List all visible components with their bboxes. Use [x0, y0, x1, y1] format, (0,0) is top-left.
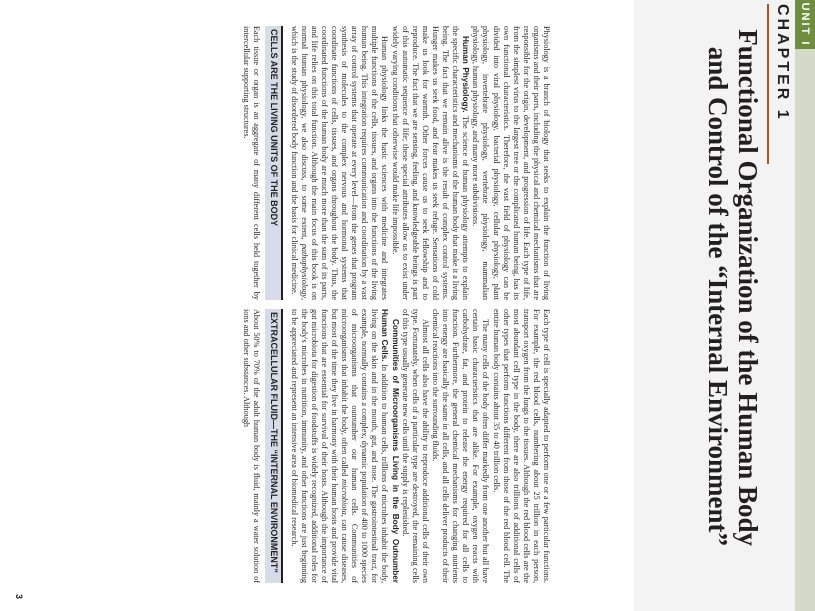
basic-characteristics-paragraph	[430, 309, 491, 583]
cell-types-text: Each type of cell is specially adapted to perform one or a few particular functions. For example, the red blood cells, numbering about 25 trillion in each person, transport oxygen from the lungs to the tissues. Although the red blood cells are the most abundant cell type in the body, there are also trillions of additional cells of other types that perform functions different from those of the red blood cell. The entire human body contains about 35 to 40 trillion cells.	[491, 309, 551, 583]
human-physiology-heading: Human Physiology.	[461, 36, 471, 113]
intro-text: Physiology is a branch of biology that seeks to explain the function of living organisms and their parts, including the physical and chemical mechanisms that are responsible for the origin, development, and progression of life. Each type of life, from the simplest virus to the largest tree or the complicated human being, has its own functional characteristics. Therefore, the vast field of physiology can be divided into viral physiology, bacterial physiology, cellular physiology, plant physiology, invertebrate physiology, vertebrate physiology, mammalian physiology, human physiology, and many more subdivisions.	[471, 26, 551, 300]
microbiota-heading: Communities of Microorganisms Living in the Body Outnumber Human Cells.	[380, 309, 400, 583]
reproduction-text: Almost all cells also have the ability to reproduce additional cells of their own type. Fortunately, when cells of a particular type are destroyed, the remaining cells of this type usually generate new cells until the supply is replenished.	[400, 309, 430, 583]
microbiota-text-end: , can cause diseases, but most of the time they live in harmony with their human hosts and provide vital functions that are essential for survival of their hosts. Although the importance of gut microbiota for digestion of foodstuffs is widely recognized, additional roles for the body's microbes in nutrition, immunity, and other functions are just beginning to be appreciated and represent an intensive area of biomedical research.	[289, 309, 350, 584]
chapter-rule	[767, 4, 769, 164]
page-number: 3	[14, 594, 24, 600]
microbiota-term: microbiota	[340, 479, 350, 515]
right-column	[241, 309, 551, 583]
microbiota-paragraph	[289, 309, 400, 583]
chapter-label: CHAPTER 1	[774, 4, 791, 122]
extracellular-text: About 50% to 70% of the adult human body is fluid, mainly a water solution of ions and other substances. Although	[241, 309, 262, 583]
section-heading-cells: CELLS ARE THE LIVING UNITS OF THE BODY	[265, 26, 283, 300]
extracellular-paragraph	[241, 309, 261, 583]
integration-paragraph	[289, 26, 390, 300]
section-heading-extracellular: EXTRACELLULAR FLUID—THE “INTERNAL ENVIRONMENT”	[265, 309, 283, 583]
cell-types-paragraph	[490, 309, 551, 583]
microbiota-text: In addition to human cells, trillions of microbes inhabit the body, living on the skin and in the mouth, gut, and nose. The gastrointestinal tract, for example, normally contains a complex, dynamic population of 400 to 1000 species of microorganisms that outnumber our human cells. Communities of microorganisms that inhabit the body, often called	[340, 309, 390, 583]
cells-paragraph	[241, 26, 261, 300]
intro-paragraph	[470, 26, 551, 300]
unit-tab: UNIT I	[795, 0, 815, 49]
unit-strip	[795, 0, 815, 611]
pathophysiology-term: pathophysiology	[299, 243, 309, 298]
human-physiology-paragraph	[390, 26, 471, 300]
integration-text-end: , which is the study of disordered body function and the basis for clinical medicine.	[289, 26, 309, 300]
reproduction-paragraph	[400, 309, 430, 583]
integration-text: Human physiology links the basic sciences with medicine and integrates multiple functions of the cells, tissues, and organs into the functions of the living human being. This integration requires communication and coordination by a vast array of control systems that operate at every level—from the genes that program synthesis of molecules to the complex nervous and hormonal systems that coordinate functions of cells, tissues, and organs throughout the body. Thus, the coordinated functions of the human body are much more than the sum of its parts, and life relies on this total function. Although the main focus of this book is on normal human physiology, we also discuss, to some extent,	[299, 26, 390, 300]
cells-text: Each tissue or organ is an aggregate of many different cells held together by intercellular supporting structures.	[241, 26, 262, 300]
human-physiology-text: The science of human physiology attempts to explain the specific characteristics and mechanisms of the human body that make it a living being. The fact that we remain alive is the result of complex control systems. Hunger makes us seek food, and fear makes us seek refuge. Sensations of cold make us look for warmth. Other forces cause us to seek fellowship and to reproduce. The fact that we are sensing, feeling, and knowledgeable beings is part of this automatic sequence of life; these special attributes allow us to exist under widely varying conditions that otherwise would make life impossible.	[390, 26, 471, 300]
chapter-title: Functional Organization of the Human Body and Control of the “Internal Environment”	[703, 29, 763, 546]
left-column	[241, 26, 551, 300]
basic-characteristics-text: The many cells of the body often differ markedly from one another but all have certain basic characteristics that are alike. For example, oxygen reacts with carbohydrate, fat, and protein to release the energy required for all cells to function. Furthermore, the general chemical mechanisms for changing nutrients into energy are basically the same in all cells, and all cells deliver products of their chemical reactions into the surrounding fluids.	[430, 309, 491, 583]
